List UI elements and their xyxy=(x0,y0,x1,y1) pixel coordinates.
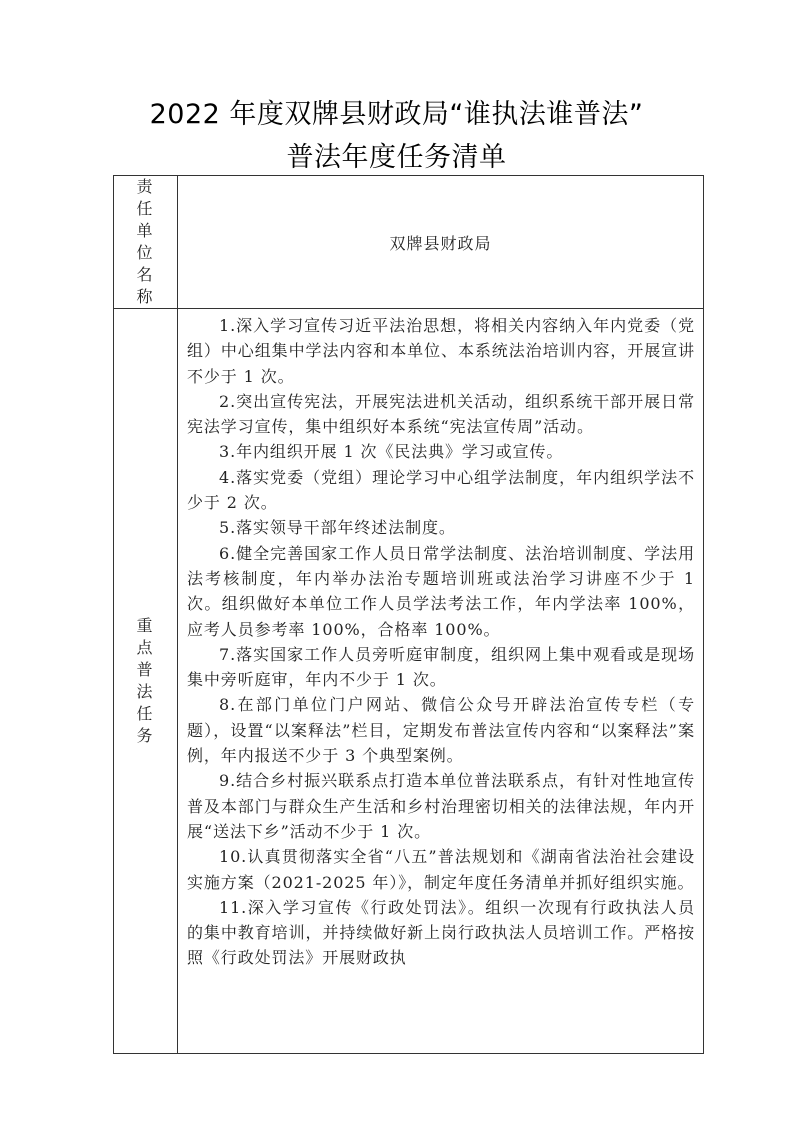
task-item: 1.深入学习宣传习近平法治思想，将相关内容纳入年内党委（党组）中心组集中学法内容和本单位、本系统法治培训内容，开展宣讲不少于 1 次。 xyxy=(187,316,695,386)
key-tasks-content-cell xyxy=(178,309,704,1054)
task-item: 5.落实领导干部年终述法制度。 xyxy=(219,518,456,538)
task-item: 8.在部门单位门户网站、微信公众号开辟法治宣传专栏（专题），设置“以案释法”栏目，定期发布普法宣传内容和“以案释法”案例，年内报送不少于 3 个典型案例。 xyxy=(187,695,695,766)
task-item: 11.深入学习宣传《行政处罚法》。组织一次现有行政执法人员的集中教育培训，并持续做好新上岗行政执法人员培训工作。严格按照《行政处罚法》开展财政执 xyxy=(187,897,695,968)
table-row xyxy=(114,309,704,1054)
document-title-line-1: 2022 年度双牌县财政局“谁执法谁普法” xyxy=(149,99,644,130)
task-item: 2.突出宣传宪法，开展宪法进机关活动，组织系统干部开展日常宪法学习宣传，集中组织好本系统“宪法宣传周”活动。 xyxy=(187,391,695,437)
document-title-line-2: 普法年度任务清单 xyxy=(286,142,507,173)
responsible-unit-name: 双牌县财政局 xyxy=(389,233,492,253)
task-item: 10.认真贯彻落实全省“八五”普法规划和《湖南省法治社会建设实施方案（2021-2025 年）》，制定年度任务清单并抓好组织实施。 xyxy=(187,847,695,892)
key-tasks-label-cell xyxy=(114,309,178,1054)
table-row xyxy=(114,176,704,309)
task-item: 4.落实党委（党组）理论学习中心组学法制度，年内组织学法不少于 2 次。 xyxy=(187,467,695,513)
task-items-list xyxy=(178,309,703,1053)
task-item: 7.落实国家工作人员旁听庭审制度，组织网上集中观看或是现场集中旁听庭审，年内不少于 1 次。 xyxy=(187,644,695,690)
key-tasks-label: 重点普法任务 xyxy=(136,616,155,745)
responsible-unit-value-cell xyxy=(178,176,704,309)
responsible-unit-label: 责任单位名称 xyxy=(136,177,155,306)
task-item: 3.年内组织开展 1 次《民法典》学习或宣传。 xyxy=(219,442,564,462)
task-item: 9.结合乡村振兴联系点打造本单位普法联系点，有针对性地宣传普及本部门与群众生产生活和乡村治理密切相关的法律法规，年内开展“送法下乡”活动不少于 1 次。 xyxy=(187,771,695,841)
task-list-table xyxy=(113,175,704,1054)
task-item: 6.健全完善国家工作人员日常学法制度、法治培训制度、学法用法考核制度，年内举办法治专题培训班或法治学习讲座不少于 1 次。组织做好本单位工作人员学法考法工作，年内学法率 100%，应考人员参考率 100%，合格率 100%。 xyxy=(187,543,695,639)
responsible-unit-label-cell xyxy=(114,176,178,309)
